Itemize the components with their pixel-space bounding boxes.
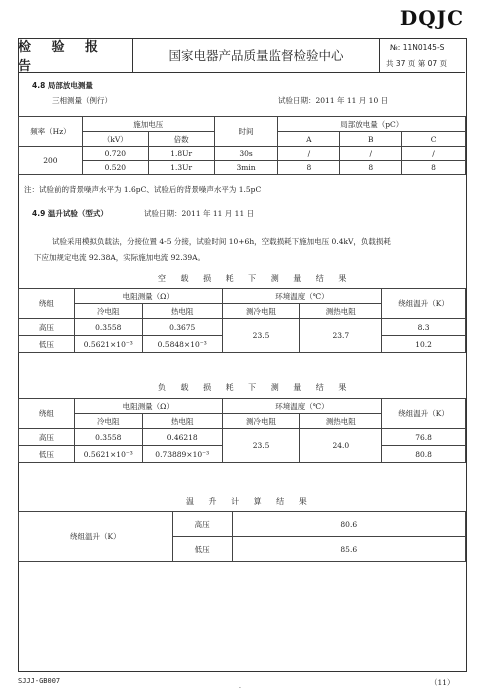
cell-a: / xyxy=(278,147,340,161)
calc-hv-value: 80.6 xyxy=(232,512,465,537)
report-meta xyxy=(380,38,465,72)
cell-cold: 0.5621×10⁻³ xyxy=(74,336,142,353)
report-label: 检 验 报 告 xyxy=(18,38,133,72)
cell-rise: 8.3 xyxy=(382,319,466,336)
calc-title: 温 升 计 算 结 果 xyxy=(186,497,313,506)
cell-c: / xyxy=(402,147,466,161)
header-phase-a: A xyxy=(278,132,340,147)
pd-date: 试验日期：2011 年 11 月 10 日 xyxy=(278,96,389,105)
header-phase-c: C xyxy=(402,132,466,147)
cell-amb-hot: 23.7 xyxy=(300,319,382,353)
pd-subtitle: 三相测量（例行） xyxy=(52,96,112,105)
calc-lv-value: 85.6 xyxy=(232,537,465,562)
load-table xyxy=(18,398,466,463)
cell-rise: 76.8 xyxy=(382,429,466,446)
header-time: 时间 xyxy=(214,117,278,147)
calc-lv-label: 低压 xyxy=(172,537,232,562)
header-rise: 绕组温升（K） xyxy=(382,289,466,319)
cell-hot: 0.46218 xyxy=(142,429,222,446)
header-kv: （kV） xyxy=(82,132,148,147)
footer-mark: . xyxy=(239,683,241,690)
header-resistance: 电阻测量（Ω） xyxy=(74,399,222,414)
freq-value: 200 xyxy=(19,147,83,175)
cell-winding: 高压 xyxy=(19,429,75,446)
cell-b: / xyxy=(340,147,402,161)
table-row xyxy=(19,161,466,175)
header-cold-temp: 测冷电阻 xyxy=(222,414,300,429)
table-row xyxy=(19,512,466,537)
header-phase-b: B xyxy=(340,132,402,147)
cell-c: 8 xyxy=(402,161,466,175)
center-name: 国家电器产品质量监督检验中心 xyxy=(133,38,380,72)
cell-cold: 0.3558 xyxy=(74,319,142,336)
table-row xyxy=(19,429,466,446)
header-hot-temp: 测热电阻 xyxy=(300,304,382,319)
cell-winding: 低压 xyxy=(19,446,75,463)
header-cold-temp: 测冷电阻 xyxy=(222,304,300,319)
header-winding: 绕组 xyxy=(19,399,75,429)
tr-paragraph-line1: 试验采用模拟负载法，分接位置 4-5 分接，试验时间 10+6h，空载损耗下施加电压 0.4kV，负载损耗 xyxy=(52,237,391,246)
cell-time: 3min xyxy=(214,161,278,175)
cell-cold: 0.3558 xyxy=(74,429,142,446)
header-cold: 冷电阻 xyxy=(74,414,142,429)
header-hot: 热电阻 xyxy=(142,414,222,429)
cell-hot: 0.3675 xyxy=(142,319,222,336)
header-voltage: 施加电压 xyxy=(82,117,214,132)
header-rise: 绕组温升（K） xyxy=(382,399,466,429)
cell-rise: 10.2 xyxy=(382,336,466,353)
header-hot-temp: 测热电阻 xyxy=(300,414,382,429)
cell-time: 30s xyxy=(214,147,278,161)
pd-heading: 4.8 局部放电测量 xyxy=(32,81,93,90)
cell-amb-cold: 23.5 xyxy=(222,319,300,353)
header-winding: 绕组 xyxy=(19,289,75,319)
cell-winding: 高压 xyxy=(19,319,75,336)
load-title: 负 载 损 耗 下 测 量 结 果 xyxy=(158,383,353,392)
header-ambient: 环境温度（℃） xyxy=(222,399,382,414)
table-row xyxy=(19,147,466,161)
tr-paragraph-line2: 下应加规定电流 92.38A，实际施加电流 92.39A。 xyxy=(34,253,206,262)
calc-label: 绕组温升（K） xyxy=(19,512,173,562)
cell-amb-cold: 23.5 xyxy=(222,429,300,463)
cell-hot: 0.5848×10⁻³ xyxy=(142,336,222,353)
header-hot: 热电阻 xyxy=(142,304,222,319)
noload-table xyxy=(18,288,466,353)
cell-winding: 低压 xyxy=(19,336,75,353)
logo-text: DQJC xyxy=(399,6,464,30)
tr-date: 试验日期：2011 年 11 月 11 日 xyxy=(144,209,255,218)
cell-rise: 80.8 xyxy=(382,446,466,463)
cell-b: 8 xyxy=(340,161,402,175)
header-ambient: 环境温度（℃） xyxy=(222,289,382,304)
cell-hot: 0.73889×10⁻³ xyxy=(142,446,222,463)
cell-kv: 0.720 xyxy=(82,147,148,161)
pd-note: 注：试验前的背景噪声水平为 1.6pC、试验后的背景噪声水平为 1.5pC xyxy=(24,185,262,194)
header-freq: 频率（Hz） xyxy=(19,117,83,147)
footer-code: SJJJ-GB007 xyxy=(18,677,61,685)
table-row xyxy=(19,319,466,336)
page-count: 共 37 页 第 07 页 xyxy=(386,59,448,68)
cell-multiple: 1.3Ur xyxy=(148,161,214,175)
footer-page: （11） xyxy=(430,678,455,687)
calc-hv-label: 高压 xyxy=(172,512,232,537)
report-number: №: 11N0145-S xyxy=(390,43,445,52)
cell-a: 8 xyxy=(278,161,340,175)
pd-table xyxy=(18,116,466,175)
tr-heading: 4.9 温升试验（型式） xyxy=(32,209,108,218)
header-pd: 局部放电量（pC） xyxy=(278,117,466,132)
cell-cold: 0.5621×10⁻³ xyxy=(74,446,142,463)
header-cold: 冷电阻 xyxy=(74,304,142,319)
cell-multiple: 1.8Ur xyxy=(148,147,214,161)
header-multiple: 倍数 xyxy=(148,132,214,147)
header-resistance: 电阻测量（Ω） xyxy=(74,289,222,304)
calc-table xyxy=(18,511,466,562)
noload-title: 空 载 损 耗 下 测 量 结 果 xyxy=(158,274,353,283)
cell-kv: 0.520 xyxy=(82,161,148,175)
cell-amb-hot: 24.0 xyxy=(300,429,382,463)
report-header xyxy=(18,38,465,73)
